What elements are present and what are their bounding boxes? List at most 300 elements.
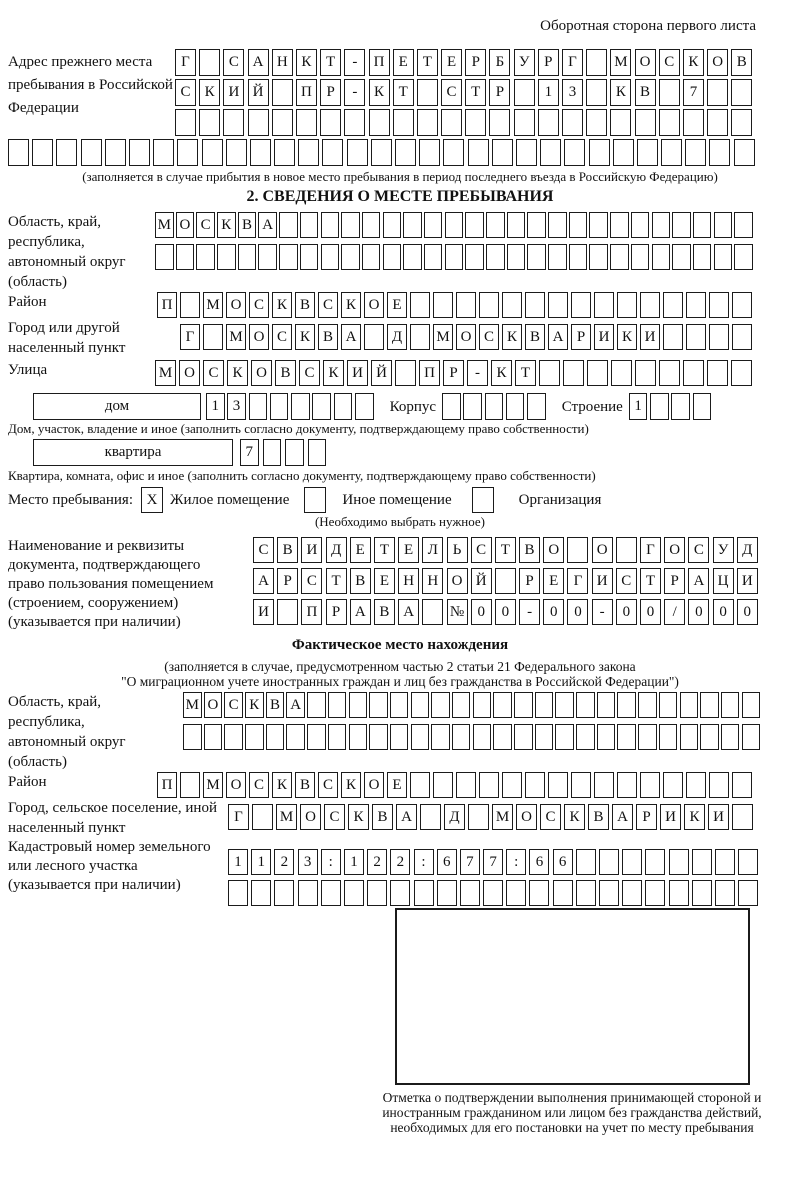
char-cell[interactable]: Р: [277, 568, 298, 594]
char-cell[interactable]: П: [301, 599, 322, 625]
char-cell[interactable]: [424, 244, 443, 270]
char-cell[interactable]: А: [688, 568, 709, 594]
char-cell[interactable]: [493, 724, 512, 750]
char-cell[interactable]: А: [612, 804, 633, 830]
char-cell[interactable]: [659, 692, 678, 718]
char-cell[interactable]: [714, 212, 733, 238]
char-cell[interactable]: С: [253, 537, 274, 563]
char-cell[interactable]: [252, 804, 273, 830]
char-cell[interactable]: К: [199, 79, 220, 106]
char-cell[interactable]: [383, 244, 402, 270]
char-cell[interactable]: К: [217, 212, 236, 238]
char-cell[interactable]: [321, 212, 340, 238]
char-cell[interactable]: [473, 692, 492, 718]
char-cell[interactable]: С: [272, 324, 292, 350]
char-cell[interactable]: [709, 324, 729, 350]
char-cell[interactable]: [616, 537, 637, 563]
char-cell[interactable]: [707, 109, 728, 136]
char-cell[interactable]: [307, 692, 326, 718]
char-cell[interactable]: [307, 724, 326, 750]
char-cell[interactable]: В: [295, 772, 315, 798]
char-cell[interactable]: [732, 804, 753, 830]
char-cell[interactable]: [631, 244, 650, 270]
char-cell[interactable]: [650, 393, 669, 420]
char-cell[interactable]: И: [223, 79, 244, 106]
char-cell[interactable]: Р: [443, 360, 464, 386]
char-cell[interactable]: [403, 244, 422, 270]
char-cell[interactable]: [563, 360, 584, 386]
char-cell[interactable]: [321, 880, 341, 906]
char-cell[interactable]: И: [640, 324, 660, 350]
char-cell[interactable]: 7: [683, 79, 704, 106]
char-cell[interactable]: [516, 139, 537, 166]
char-cell[interactable]: [217, 244, 236, 270]
char-cell[interactable]: [502, 772, 522, 798]
char-cell[interactable]: [555, 692, 574, 718]
char-cell[interactable]: К: [272, 772, 292, 798]
char-cell[interactable]: С: [441, 79, 462, 106]
char-cell[interactable]: [507, 244, 526, 270]
char-cell[interactable]: [274, 139, 295, 166]
char-cell[interactable]: [672, 244, 691, 270]
char-cell[interactable]: Е: [398, 537, 419, 563]
char-cell[interactable]: О: [300, 804, 321, 830]
char-cell[interactable]: [555, 724, 574, 750]
char-cell[interactable]: -: [344, 49, 365, 76]
char-cell[interactable]: С: [301, 568, 322, 594]
char-cell[interactable]: М: [610, 49, 631, 76]
char-cell[interactable]: С: [318, 292, 338, 318]
char-cell[interactable]: О: [592, 537, 613, 563]
char-cell[interactable]: [291, 393, 310, 420]
char-cell[interactable]: [514, 724, 533, 750]
char-cell[interactable]: [586, 109, 607, 136]
char-cell[interactable]: [564, 139, 585, 166]
char-cell[interactable]: [571, 292, 591, 318]
char-cell[interactable]: [250, 139, 271, 166]
char-cell[interactable]: [548, 292, 568, 318]
char-cell[interactable]: [527, 244, 546, 270]
char-cell[interactable]: [312, 393, 331, 420]
char-cell[interactable]: [8, 139, 29, 166]
char-cell[interactable]: -: [467, 360, 488, 386]
char-cell[interactable]: [693, 212, 712, 238]
char-cell[interactable]: -: [519, 599, 540, 625]
char-cell[interactable]: В: [372, 804, 393, 830]
char-cell[interactable]: [567, 537, 588, 563]
char-cell[interactable]: И: [253, 599, 274, 625]
char-cell[interactable]: К: [684, 804, 705, 830]
char-cell[interactable]: [594, 772, 614, 798]
char-cell[interactable]: Г: [228, 804, 249, 830]
char-cell[interactable]: [680, 724, 699, 750]
char-cell[interactable]: [502, 292, 522, 318]
char-cell[interactable]: Р: [320, 79, 341, 106]
char-cell[interactable]: К: [617, 324, 637, 350]
char-cell[interactable]: [272, 109, 293, 136]
char-cell[interactable]: [685, 139, 706, 166]
char-cell[interactable]: [175, 109, 196, 136]
char-cell[interactable]: О: [251, 360, 272, 386]
char-cell[interactable]: [468, 139, 489, 166]
char-cell[interactable]: [669, 880, 689, 906]
char-cell[interactable]: С: [688, 537, 709, 563]
char-cell[interactable]: №: [447, 599, 468, 625]
char-cell[interactable]: С: [659, 49, 680, 76]
char-cell[interactable]: [525, 772, 545, 798]
char-cell[interactable]: И: [594, 324, 614, 350]
char-cell[interactable]: [460, 880, 480, 906]
char-cell[interactable]: [176, 244, 195, 270]
char-cell[interactable]: [203, 324, 223, 350]
char-cell[interactable]: [321, 244, 340, 270]
char-cell[interactable]: [652, 244, 671, 270]
char-cell[interactable]: [347, 139, 368, 166]
char-cell[interactable]: [279, 212, 298, 238]
char-cell[interactable]: [410, 772, 430, 798]
char-cell[interactable]: А: [396, 804, 417, 830]
char-cell[interactable]: О: [456, 324, 476, 350]
char-cell[interactable]: [663, 772, 683, 798]
char-cell[interactable]: А: [248, 49, 269, 76]
char-cell[interactable]: [709, 139, 730, 166]
char-cell[interactable]: [692, 880, 712, 906]
char-cell[interactable]: И: [708, 804, 729, 830]
char-cell[interactable]: В: [519, 537, 540, 563]
char-cell[interactable]: [483, 880, 503, 906]
char-cell[interactable]: [622, 880, 642, 906]
char-cell[interactable]: Т: [495, 537, 516, 563]
char-cell[interactable]: [700, 692, 719, 718]
char-cell[interactable]: [465, 212, 484, 238]
char-cell[interactable]: [362, 244, 381, 270]
char-cell[interactable]: [452, 724, 471, 750]
char-cell[interactable]: [298, 880, 318, 906]
char-cell[interactable]: Р: [489, 79, 510, 106]
char-cell[interactable]: Д: [444, 804, 465, 830]
char-cell[interactable]: О: [635, 49, 656, 76]
char-cell[interactable]: Б: [489, 49, 510, 76]
char-cell[interactable]: [56, 139, 77, 166]
char-cell[interactable]: С: [175, 79, 196, 106]
char-cell[interactable]: [369, 724, 388, 750]
char-cell[interactable]: [622, 849, 642, 875]
char-cell[interactable]: [371, 139, 392, 166]
char-cell[interactable]: Р: [326, 599, 347, 625]
char-cell[interactable]: [571, 772, 591, 798]
char-cell[interactable]: У: [514, 49, 535, 76]
char-cell[interactable]: 1: [344, 849, 364, 875]
char-cell[interactable]: [686, 324, 706, 350]
char-cell[interactable]: 2: [390, 849, 410, 875]
char-cell[interactable]: [328, 692, 347, 718]
char-cell[interactable]: [251, 880, 271, 906]
char-cell[interactable]: М: [183, 692, 202, 718]
char-cell[interactable]: [105, 139, 126, 166]
char-cell[interactable]: [597, 724, 616, 750]
char-cell[interactable]: [548, 212, 567, 238]
char-cell[interactable]: [238, 244, 257, 270]
char-cell[interactable]: [479, 772, 499, 798]
char-cell[interactable]: Ь: [447, 537, 468, 563]
char-cell[interactable]: Е: [350, 537, 371, 563]
char-cell[interactable]: [610, 212, 629, 238]
char-cell[interactable]: [638, 692, 657, 718]
char-cell[interactable]: [266, 724, 285, 750]
char-cell[interactable]: [535, 692, 554, 718]
char-cell[interactable]: [445, 212, 464, 238]
char-cell[interactable]: [540, 139, 561, 166]
char-cell[interactable]: В: [318, 324, 338, 350]
char-cell[interactable]: Р: [519, 568, 540, 594]
char-cell[interactable]: [538, 109, 559, 136]
char-cell[interactable]: [514, 109, 535, 136]
checkbox-organization[interactable]: [472, 487, 494, 513]
char-cell[interactable]: С: [471, 537, 492, 563]
char-cell[interactable]: С: [249, 772, 269, 798]
char-cell[interactable]: [731, 79, 752, 106]
char-cell[interactable]: [693, 393, 712, 420]
char-cell[interactable]: [443, 139, 464, 166]
char-cell[interactable]: 0: [737, 599, 758, 625]
char-cell[interactable]: 0: [567, 599, 588, 625]
char-cell[interactable]: К: [272, 292, 292, 318]
char-cell[interactable]: [613, 139, 634, 166]
char-cell[interactable]: С: [196, 212, 215, 238]
char-cell[interactable]: [274, 880, 294, 906]
char-cell[interactable]: М: [155, 212, 174, 238]
char-cell[interactable]: [465, 109, 486, 136]
char-cell[interactable]: [411, 724, 430, 750]
char-cell[interactable]: [527, 393, 546, 420]
char-cell[interactable]: Т: [320, 49, 341, 76]
checkbox-other-premises[interactable]: [304, 487, 326, 513]
char-cell[interactable]: [638, 724, 657, 750]
char-cell[interactable]: П: [419, 360, 440, 386]
char-cell[interactable]: К: [683, 49, 704, 76]
char-cell[interactable]: Т: [326, 568, 347, 594]
char-cell[interactable]: С: [318, 772, 338, 798]
char-cell[interactable]: [395, 360, 416, 386]
char-cell[interactable]: И: [660, 804, 681, 830]
char-cell[interactable]: [437, 880, 457, 906]
char-cell[interactable]: С: [479, 324, 499, 350]
char-cell[interactable]: Н: [272, 49, 293, 76]
char-cell[interactable]: Т: [417, 49, 438, 76]
char-cell[interactable]: С: [324, 804, 345, 830]
char-cell[interactable]: 7: [240, 439, 259, 466]
char-cell[interactable]: [586, 79, 607, 106]
char-cell[interactable]: О: [226, 772, 246, 798]
char-cell[interactable]: Н: [398, 568, 419, 594]
char-cell[interactable]: [341, 212, 360, 238]
char-cell[interactable]: [700, 724, 719, 750]
char-cell[interactable]: :: [414, 849, 434, 875]
char-cell[interactable]: [468, 804, 489, 830]
char-cell[interactable]: [548, 244, 567, 270]
char-cell[interactable]: [721, 692, 740, 718]
char-cell[interactable]: [81, 139, 102, 166]
char-cell[interactable]: А: [258, 212, 277, 238]
char-cell[interactable]: [180, 772, 200, 798]
char-cell[interactable]: Г: [567, 568, 588, 594]
char-cell[interactable]: 6: [553, 849, 573, 875]
char-cell[interactable]: [226, 139, 247, 166]
char-cell[interactable]: [456, 772, 476, 798]
char-cell[interactable]: С: [299, 360, 320, 386]
char-cell[interactable]: [693, 244, 712, 270]
char-cell[interactable]: [258, 244, 277, 270]
char-cell[interactable]: Й: [371, 360, 392, 386]
char-cell[interactable]: [659, 724, 678, 750]
char-cell[interactable]: [714, 244, 733, 270]
char-cell[interactable]: С: [223, 49, 244, 76]
char-cell[interactable]: [445, 244, 464, 270]
char-cell[interactable]: -: [592, 599, 613, 625]
char-cell[interactable]: Г: [562, 49, 583, 76]
char-cell[interactable]: [320, 109, 341, 136]
char-cell[interactable]: [419, 139, 440, 166]
char-cell[interactable]: Д: [737, 537, 758, 563]
char-cell[interactable]: [610, 109, 631, 136]
char-cell[interactable]: [334, 393, 353, 420]
char-cell[interactable]: [732, 324, 752, 350]
char-cell[interactable]: [597, 692, 616, 718]
char-cell[interactable]: [296, 109, 317, 136]
char-cell[interactable]: Р: [538, 49, 559, 76]
char-cell[interactable]: Е: [387, 772, 407, 798]
char-cell[interactable]: [341, 244, 360, 270]
char-cell[interactable]: [680, 692, 699, 718]
char-cell[interactable]: К: [564, 804, 585, 830]
char-cell[interactable]: [300, 212, 319, 238]
char-cell[interactable]: В: [266, 692, 285, 718]
char-cell[interactable]: [599, 880, 619, 906]
char-cell[interactable]: [364, 324, 384, 350]
char-cell[interactable]: 3: [562, 79, 583, 106]
char-cell[interactable]: В: [295, 292, 315, 318]
char-cell[interactable]: О: [226, 292, 246, 318]
char-cell[interactable]: [514, 79, 535, 106]
char-cell[interactable]: А: [286, 692, 305, 718]
char-cell[interactable]: [731, 109, 752, 136]
house-box[interactable]: дом: [33, 393, 201, 420]
char-cell[interactable]: [539, 360, 560, 386]
char-cell[interactable]: П: [369, 49, 390, 76]
char-cell[interactable]: Р: [571, 324, 591, 350]
char-cell[interactable]: В: [374, 599, 395, 625]
char-cell[interactable]: [562, 109, 583, 136]
char-cell[interactable]: [589, 212, 608, 238]
char-cell[interactable]: [617, 724, 636, 750]
char-cell[interactable]: М: [203, 772, 223, 798]
char-cell[interactable]: [308, 439, 327, 466]
char-cell[interactable]: 7: [460, 849, 480, 875]
char-cell[interactable]: [527, 212, 546, 238]
char-cell[interactable]: [671, 393, 690, 420]
char-cell[interactable]: В: [731, 49, 752, 76]
char-cell[interactable]: Е: [374, 568, 395, 594]
char-cell[interactable]: В: [635, 79, 656, 106]
char-cell[interactable]: [669, 849, 689, 875]
char-cell[interactable]: [442, 393, 461, 420]
char-cell[interactable]: К: [491, 360, 512, 386]
char-cell[interactable]: [199, 109, 220, 136]
char-cell[interactable]: /: [664, 599, 685, 625]
char-cell[interactable]: [300, 244, 319, 270]
char-cell[interactable]: [631, 212, 650, 238]
char-cell[interactable]: [635, 360, 656, 386]
char-cell[interactable]: [692, 849, 712, 875]
char-cell[interactable]: О: [447, 568, 468, 594]
char-cell[interactable]: К: [369, 79, 390, 106]
char-cell[interactable]: [715, 849, 735, 875]
char-cell[interactable]: 0: [640, 599, 661, 625]
char-cell[interactable]: [422, 599, 443, 625]
char-cell[interactable]: 2: [367, 849, 387, 875]
char-cell[interactable]: [183, 724, 202, 750]
char-cell[interactable]: [362, 212, 381, 238]
char-cell[interactable]: [525, 292, 545, 318]
char-cell[interactable]: К: [245, 692, 264, 718]
char-cell[interactable]: [589, 244, 608, 270]
char-cell[interactable]: 1: [206, 393, 225, 420]
char-cell[interactable]: [328, 724, 347, 750]
char-cell[interactable]: У: [713, 537, 734, 563]
char-cell[interactable]: Н: [422, 568, 443, 594]
char-cell[interactable]: [393, 109, 414, 136]
char-cell[interactable]: [492, 139, 513, 166]
char-cell[interactable]: [202, 139, 223, 166]
char-cell[interactable]: :: [506, 849, 526, 875]
char-cell[interactable]: Г: [180, 324, 200, 350]
char-cell[interactable]: В: [525, 324, 545, 350]
char-cell[interactable]: Д: [387, 324, 407, 350]
char-cell[interactable]: К: [610, 79, 631, 106]
char-cell[interactable]: [672, 212, 691, 238]
char-cell[interactable]: [617, 292, 637, 318]
char-cell[interactable]: [576, 849, 596, 875]
char-cell[interactable]: К: [348, 804, 369, 830]
char-cell[interactable]: О: [364, 292, 384, 318]
char-cell[interactable]: Т: [515, 360, 536, 386]
char-cell[interactable]: [617, 692, 636, 718]
char-cell[interactable]: 3: [227, 393, 246, 420]
char-cell[interactable]: [390, 724, 409, 750]
char-cell[interactable]: О: [364, 772, 384, 798]
char-cell[interactable]: [610, 244, 629, 270]
char-cell[interactable]: А: [253, 568, 274, 594]
char-cell[interactable]: Д: [326, 537, 347, 563]
char-cell[interactable]: [204, 724, 223, 750]
char-cell[interactable]: [224, 724, 243, 750]
char-cell[interactable]: [322, 139, 343, 166]
char-cell[interactable]: [611, 360, 632, 386]
char-cell[interactable]: В: [277, 537, 298, 563]
char-cell[interactable]: Й: [471, 568, 492, 594]
char-cell[interactable]: [589, 139, 610, 166]
char-cell[interactable]: [576, 880, 596, 906]
char-cell[interactable]: В: [588, 804, 609, 830]
char-cell[interactable]: [433, 292, 453, 318]
char-cell[interactable]: 1: [228, 849, 248, 875]
char-cell[interactable]: [349, 724, 368, 750]
apartment-box[interactable]: квартира: [33, 439, 233, 466]
char-cell[interactable]: [196, 244, 215, 270]
char-cell[interactable]: 2: [274, 849, 294, 875]
char-cell[interactable]: [489, 109, 510, 136]
char-cell[interactable]: [199, 49, 220, 76]
